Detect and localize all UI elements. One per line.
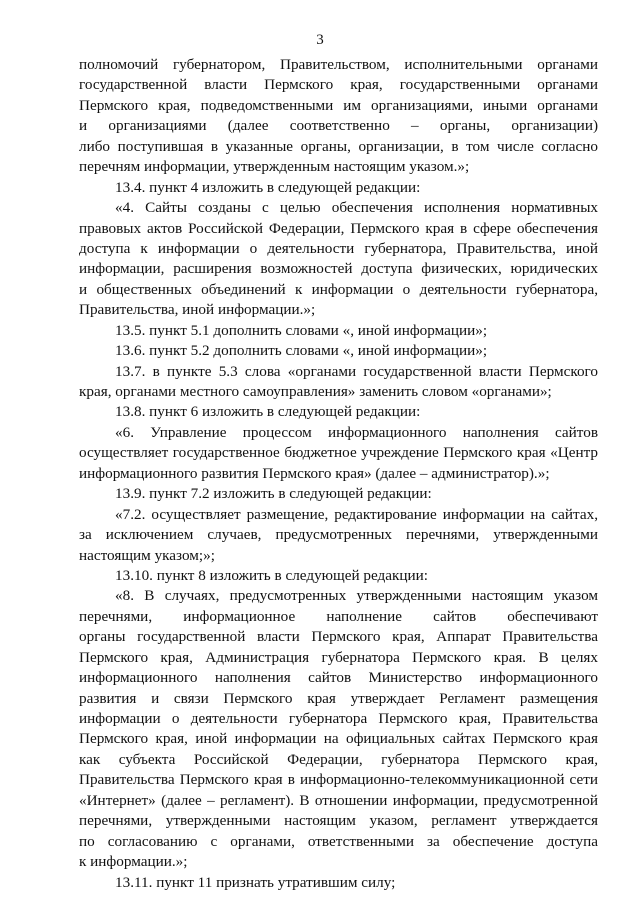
text-line: 13.4. пункт 4 изложить в следующей редакции:	[115, 178, 421, 196]
page-number: 3	[316, 32, 324, 48]
text-line: настоящим указом;»;	[79, 546, 215, 564]
text-line: 13.9. пункт 7.2 изложить в следующей редакции:	[115, 485, 432, 503]
text-line: за исключением случаев, предусмотренных перечнями, утвержденными	[79, 526, 598, 544]
text-line: либо поступившая в указанные органы, организации, в том числе согласно	[79, 137, 598, 155]
text-line: «8. В случаях, предусмотренных утвержденными настоящим указом	[115, 587, 598, 605]
text-line: перечням информации, утвержденным настоящим указом.»;	[79, 158, 470, 176]
text-line: информации о деятельности губернатора Пермского края, Правительства	[79, 710, 598, 727]
text-line: 13.5. пункт 5.1 дополнить словами «, иной информации»;	[115, 321, 488, 339]
text-line: информации, расширения возможностей доступа физических, юридических	[79, 260, 598, 278]
text-line: информационного развития Пермского края» (далее – администратор).»;	[79, 464, 550, 482]
text-line: 13.6. пункт 5.2 дополнить словами «, иной информации»;	[115, 342, 488, 360]
text-line: по согласованию с органами, ответственными за обеспечение доступа	[79, 832, 598, 850]
text-line: информационного наполнения сайтов Министерство информационного	[79, 669, 598, 687]
document-body	[79, 55, 598, 893]
text-line: к информации.»;	[79, 853, 188, 871]
text-line: Пермского края, подведомственными им организациями, иными органами	[79, 96, 598, 114]
text-line: 13.11. пункт 11 признать утратившим силу;	[115, 873, 396, 891]
text-line: края, органами местного самоуправления» заменить словом «органами»;	[79, 383, 552, 400]
text-line: осуществляет государственное бюджетное учреждение Пермского края «Центр	[79, 444, 598, 462]
text-line: перечнями, утвержденными настоящим указом, регламент утверждается	[79, 812, 598, 830]
text-line: полномочий губернатором, Правительством, исполнительными органами	[79, 56, 598, 73]
text-line: Правительства, иной информации.»;	[79, 301, 316, 319]
text-line: 13.10. пункт 8 изложить в следующей редакции:	[115, 566, 428, 584]
text-line: и организациями (далее соответственно – органы, организации)	[79, 117, 598, 135]
text-line: «Интернет» (далее – регламент). В отношении информации, предусмотренной	[79, 791, 598, 809]
text-line: Правительства Пермского края в информационно-телекоммуникационной сети	[79, 771, 598, 789]
text-line: как субъекта Российской Федерации, губернатора Пермского края,	[79, 750, 598, 768]
text-line: «7.2. осуществляет размещение, редактирование информации на сайтах,	[115, 505, 598, 523]
text-line: развития и связи Пермского края утверждает Регламент размещения	[79, 689, 598, 707]
text-line: доступа к информации о деятельности губернатора, Правительства, иной	[79, 239, 598, 257]
text-line: «6. Управление процессом информационного наполнения сайтов	[115, 423, 598, 441]
text-line: государственной власти Пермского края, государственными органами	[79, 76, 598, 94]
text-line: и общественных объединений к информации о деятельности губернатора,	[79, 280, 598, 298]
text-line: органы государственной власти Пермского края, Аппарат Правительства	[79, 628, 598, 646]
text-line: перечнями, информационное наполнение сайтов обеспечивают	[79, 607, 598, 625]
text-line: 13.8. пункт 6 изложить в следующей редакции:	[115, 403, 421, 421]
text-line: Пермского края, иной информации на официальных сайтах Пермского края	[79, 730, 598, 748]
text-line: 13.7. в пункте 5.3 слова «органами государственной власти Пермского	[115, 362, 598, 380]
text-line: «4. Сайты созданы с целью обеспечения исполнения нормативных	[115, 199, 598, 217]
text-line: Пермского края, Администрация губернатора Пермского края. В целях	[79, 648, 598, 666]
text-line: правовых актов Российской Федерации, Пермского края в сфере обеспечения	[79, 219, 598, 237]
